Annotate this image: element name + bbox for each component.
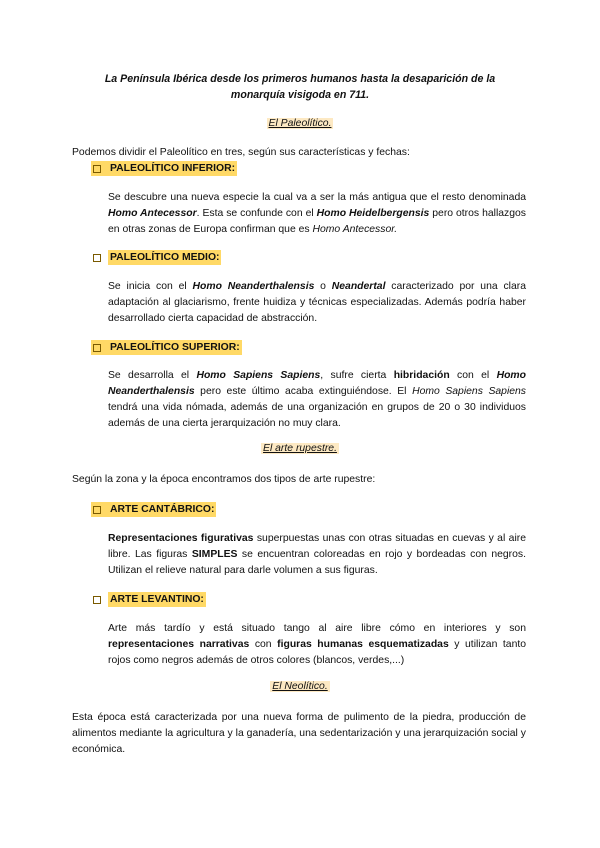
- heading-paleolitico-medio: PALEOLÍTICO MEDIO:: [91, 250, 221, 265]
- document-title: [80, 71, 520, 103]
- heading-paleolitico-inferior: PALEOLÍTICO INFERIOR:: [91, 161, 237, 176]
- section-title-neolitico: El Neolítico.: [272, 681, 328, 692]
- checkbox-icon[interactable]: [93, 344, 101, 352]
- intro-paleolitico: Podemos dividir el Paleolítico en tres, según sus características y fechas:: [72, 147, 410, 158]
- paleolitico-superior-text: Se desarrolla el Homo Sapiens Sapiens, sufre cierta hibridación con el Homo Neanderthalensis pero este último acaba extinguiéndose. El Homo Sapiens Sapiens tendrá una vida nómada, además de una organización en grupos de 20 o 30 individuos además de una cierta jerarquización no muy clara.: [108, 370, 527, 429]
- paleolitico-medio-text: Se inicia con el Homo Neanderthalensis o Neandertal caracterizado por una clara adaptación al glaciarismo, frente huidiza y técnicas especializadas. Además podría haber desarrollado cierta capacidad de abstracción.: [108, 281, 526, 324]
- arte-cantabrico-text: Representaciones figurativas superpuestas unas con otras situadas en cuevas y al aire libre. Las figuras SIMPLES se encuentran coloreadas en rojo y bordeadas con negros. Utilizan el relieve natural para darle volumen a sus figuras.: [108, 533, 526, 576]
- neolitico-text: Esta época está caracterizada por una nueva forma de pulimento de la piedra, producción de alimentos mediante la agricultura y la ganadería, una sedentarización y una jerarquización social y económica.: [72, 712, 526, 755]
- paleolitico-inferior-text: Se descubre una nueva especie la cual va a ser la más antigua que el resto denominada Homo Antecessor. Esta se confunde con el Homo Heidelbergensis pero otros hallazgos en otras zonas de Europa confirman que es Homo Antecessor.: [108, 192, 526, 235]
- arte-levantino-text: Arte más tardío y está situado tango al aire libre cómo en interiores y son representaciones narrativas con figuras humanas esquematizadas y utilizan tanto rojos como negros además de otros colores (blancos, verdes,...): [108, 623, 527, 666]
- section-title-arte-rupestre: El arte rupestre.: [263, 443, 337, 454]
- intro-arte: Según la zona y la época encontramos dos tipos de arte rupestre:: [72, 474, 376, 485]
- checkbox-icon[interactable]: [93, 165, 101, 173]
- heading-arte-cantabrico: ARTE CANTÁBRICO:: [91, 502, 216, 517]
- checkbox-icon[interactable]: [93, 254, 101, 262]
- title-line-2: monarquía visigoda en 711.: [230, 89, 370, 101]
- checkbox-icon[interactable]: [93, 596, 101, 604]
- section-title-paleolitico: El Paleolítico.: [268, 118, 332, 129]
- title-line-1: La Península Ibérica desde los primeros humanos hasta la desaparición de la: [104, 73, 496, 85]
- heading-arte-levantino: ARTE LEVANTINO:: [91, 592, 206, 607]
- checkbox-icon[interactable]: [93, 506, 101, 514]
- heading-paleolitico-superior: PALEOLÍTICO SUPERIOR:: [91, 340, 242, 355]
